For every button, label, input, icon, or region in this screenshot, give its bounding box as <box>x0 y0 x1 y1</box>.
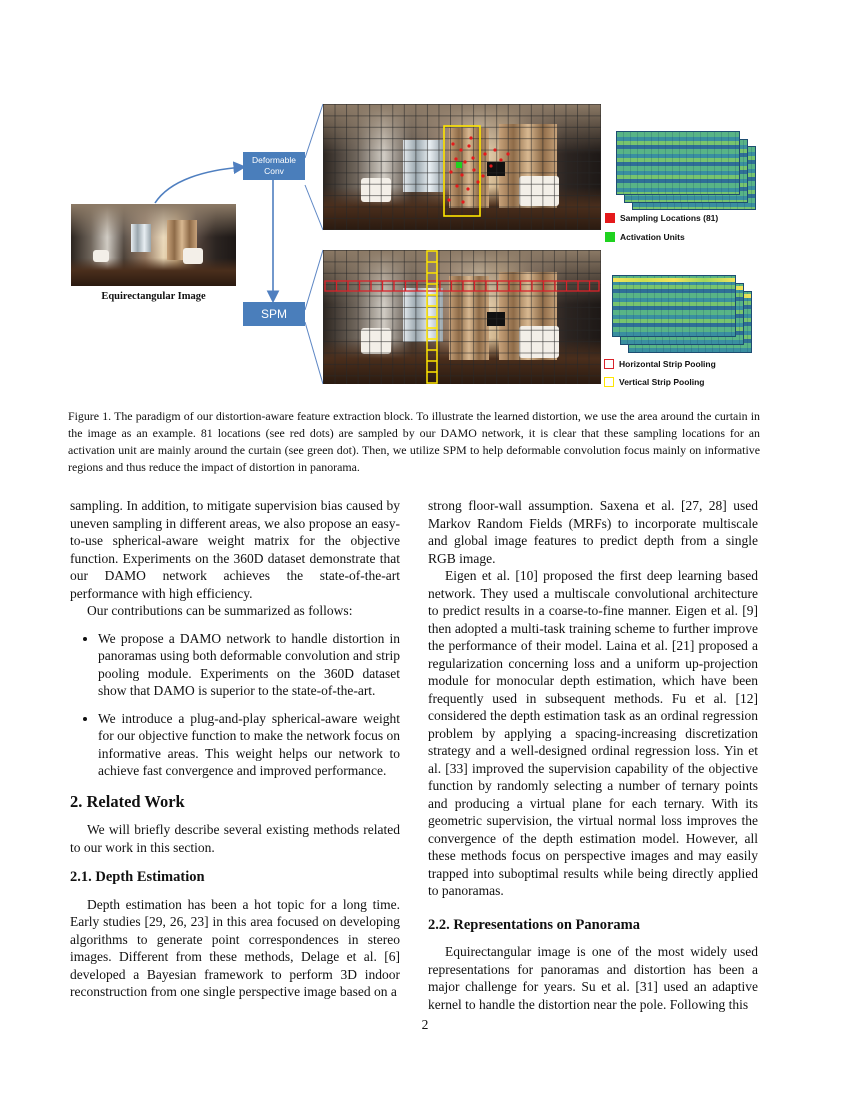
figure-1 <box>0 0 850 400</box>
arrow-to-deformable <box>155 167 243 203</box>
input-image-label: Equirectangular Image <box>101 291 206 302</box>
subsection-heading-depth-estimation: 2.1. Depth Estimation <box>70 869 205 885</box>
legend-vertical-label: Vertical Strip Pooling <box>619 377 705 387</box>
legend-horizontal-label: Horizontal Strip Pooling <box>619 359 716 369</box>
section-heading-related-work: 2. Related Work <box>70 791 185 811</box>
left-paragraph-1: sampling. In addition, to mitigate supervision bias caused by uneven sampling in different areas, we also propose an easy-to-use spherical-aware weight matrix for the objective function. Experiments on the 360D dataset demonstrate that our DAMO network achieves the state-of-the-art performance with high efficiency. <box>70 498 400 601</box>
legend-sampling-swatch <box>605 213 615 223</box>
right-paragraph-3: Equirectangular image is one of the most widely used representations for panoramas and distortion has been a major challenge for years. Su et al. [31] used an adaptive kernel to handle the distortion near the pole. Following this <box>428 944 758 1012</box>
legend-sampling-label: Sampling Locations (81) <box>620 213 719 223</box>
feature-map-bottom-1 <box>612 275 736 337</box>
left-column <box>70 497 400 1001</box>
contribution-item: • We propose a DAMO network to handle distortion in panoramas using both deformable convolution and strip pooling module. Experiments on the 360D dataset show that DAMO is superior to the state-of-the-art. <box>98 630 400 700</box>
legend-horizontal-swatch <box>604 359 614 369</box>
contribution-item: • We introduce a plug-and-play spherical-aware weight for our objective function to make the network focus on informative areas. This weight helps our network to achieve fast convergence and improved performance. <box>98 710 400 780</box>
related-work-intro: We will briefly describe several existing methods related to our work in this section. <box>70 822 400 855</box>
spm-box <box>243 302 305 326</box>
sampling-overlay <box>323 104 601 230</box>
contributions-list <box>70 630 400 780</box>
depth-estimation-paragraph: Depth estimation has been a hot topic for a long time. Early studies [29, 26, 23] in this area focused on developing algorithms to generate point correspondences in stereo images. Different from these methods, Delage et al. [6] developed a Bayesian framework to perform 3D indoor reconstruction from one single perspective image based on a <box>70 896 400 999</box>
strip-pooling-panorama <box>323 250 601 384</box>
figure-caption: Figure 1. The paradigm of our distortion-aware feature extraction block. To illustrate the learned distortion, we use the area around the curtain in the image as an example. 81 locations (see red dots) are sampled by our DAMO network, it is clear that these sampling locations for an activation unit are mainly around the curtain (see green dot). Then, we utilize SPM to help deformable convolution focus mainly on informative regions and thus reduce the impact of distortion in panorama. <box>68 409 760 474</box>
deformable-sampling-panorama <box>323 104 601 230</box>
deformable-conv-box <box>243 152 305 180</box>
subsection-heading-representations: 2.2. Representations on Panorama <box>428 916 640 933</box>
legend-activation-swatch <box>605 232 615 242</box>
right-paragraph-2: Eigen et al. [10] proposed the first deep learning based network. They used a multiscale convolutional architecture to predict results in a coarse-to-fine manner. Eigen et al. [9] then adopted a multi-task training scheme to further improve the performance of their model. Laina et al. [21] proposed a regularization concerning loss and a uniform up-projection module for monocular depth estimation, which have been frequently used in subsequent methods. Fu et al. [12] considered the depth estimation task as an ordinal regression problem by applying a spacing-increasing discretization strategy and a well-designed ordinal regression loss. Yin et al. [33] improved the supervision capability of the objective function by randomly selecting a number of ternary points and producing a virtual plane for each ternary. With its geometric supervision, the virtual normal loss improves the convergence of the depth estimation model. However, all these methods focus on perspective images and may easily trapped into suboptimal results while being directly applied to panoramas. <box>428 568 758 898</box>
feature-map-top-1 <box>616 131 740 195</box>
legend-vertical-swatch <box>604 377 614 387</box>
deformable-conv-label: Deformable Conv <box>252 155 296 176</box>
horizontal-strip <box>325 281 599 291</box>
right-paragraph-1: strong floor-wall assumption. Saxena et al. [27, 28] used Markov Random Fields (MRFs) to incorporate multiscale and global image features to predict depth from a single RGB image. <box>428 498 758 566</box>
legend-activation-label: Activation Units <box>620 232 685 242</box>
right-column <box>428 497 758 1013</box>
contributions-intro: Our contributions can be summarized as follows: <box>87 603 353 618</box>
spm-label: SPM <box>260 307 287 321</box>
activation-unit-dot <box>456 162 462 168</box>
vertical-strip <box>427 251 437 383</box>
sampling-dots <box>447 136 509 203</box>
strip-overlay <box>323 250 601 384</box>
page-number: 2 <box>421 1017 429 1032</box>
input-panorama-image <box>71 204 236 286</box>
